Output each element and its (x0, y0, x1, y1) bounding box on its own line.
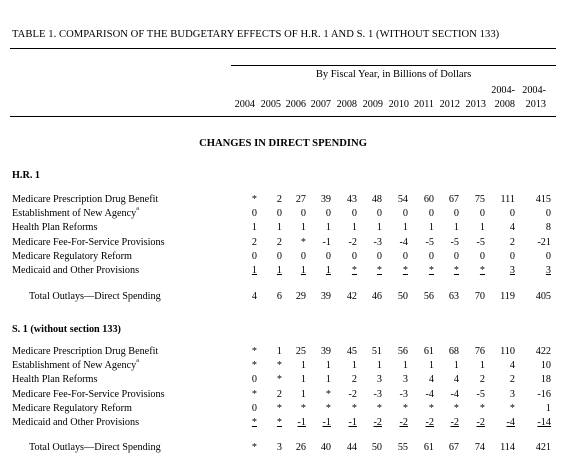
table-cell: -5 (425, 236, 434, 248)
table-cell: -2 (450, 417, 459, 428)
row-label (12, 208, 139, 219)
row-label-text: Health Plan Reforms (12, 374, 98, 386)
range-header-top: 2004- (522, 85, 546, 96)
table-cell: * (251, 388, 257, 400)
table-cell: * (453, 265, 459, 276)
row-label (12, 389, 165, 400)
total-cell: 42 (346, 291, 357, 302)
table-cell: -3 (373, 236, 382, 248)
table-cell: 0 (453, 208, 459, 220)
table-cell: 0 (325, 250, 331, 262)
table-cell: 0 (351, 208, 357, 220)
total-row-label (29, 442, 161, 453)
table-cell: 1 (428, 360, 434, 372)
table-cell: 4 (509, 360, 515, 372)
year-header-cell: 2011 (414, 99, 434, 110)
row-label-text: Medicare Fee-For-Service Provisions (12, 388, 165, 400)
table-cell: 27 (295, 194, 306, 205)
table-cell: * (251, 360, 257, 372)
row-label-text: Total Outlays—Direct Spending (29, 442, 161, 453)
table-cell: 39 (320, 194, 331, 205)
year-header-cell: 2009 (362, 99, 383, 110)
table-cell: 0 (428, 208, 434, 220)
table-cell: 75 (474, 194, 485, 205)
table-cell: * (300, 236, 306, 248)
table-cell: 39 (320, 346, 331, 357)
table-cell: -2 (348, 236, 357, 248)
table-cell: * (402, 402, 408, 414)
table-cell: 1 (376, 222, 382, 234)
table-cell: 0 (351, 250, 357, 262)
row-label (12, 251, 132, 262)
table-cell: -5 (476, 236, 485, 248)
table-cell: -2 (476, 417, 485, 428)
table-cell: 60 (423, 194, 434, 205)
range-header-top: 2004- (491, 85, 515, 96)
total-cell: 3 (276, 442, 282, 453)
table-cell: 51 (371, 346, 382, 357)
table-cell: 1 (251, 265, 257, 276)
group-heading: S. 1 (without section 133) (12, 324, 121, 335)
total-cell: 6 (276, 291, 282, 302)
table-cell: 1 (402, 360, 408, 372)
row-label-text: Medicare Regulatory Reform (12, 402, 132, 414)
table-cell: 1 (453, 360, 459, 372)
table-cell: -3 (373, 388, 382, 400)
table-cell: 0 (509, 208, 515, 220)
table-cell: 4 (453, 374, 459, 386)
table-cell: 1 (376, 360, 382, 372)
table-cell: 2 (276, 236, 282, 248)
table-cell: 0 (402, 208, 408, 220)
table-cell: 1 (325, 265, 331, 276)
total-cell: 55 (397, 442, 408, 453)
group-heading: H.R. 1 (12, 170, 41, 181)
table-cell: 0 (325, 208, 331, 220)
table-cell: 111 (500, 194, 515, 205)
table-cell: * (376, 265, 382, 276)
table-cell: -2 (399, 417, 408, 428)
total-cell: 421 (535, 442, 551, 453)
table-cell: -4 (399, 236, 408, 248)
table-cell: 2 (276, 388, 282, 400)
table-cell: 1 (300, 265, 306, 276)
table-cell: 8 (545, 222, 551, 234)
year-header-cell: 2013 (525, 99, 546, 110)
row-label (12, 194, 158, 205)
total-cell: 63 (448, 291, 459, 302)
table-cell: * (453, 402, 459, 414)
table-cell: 1 (325, 222, 331, 234)
table-cell: * (276, 360, 282, 372)
table-cell: 0 (453, 250, 459, 262)
table-cell: 0 (545, 250, 551, 262)
table-cell: -1 (348, 417, 357, 428)
table-cell: 4 (509, 222, 515, 234)
table-cell: * (428, 402, 434, 414)
header-bottom-rule (10, 116, 556, 117)
total-cell: 114 (500, 442, 515, 453)
year-header-cell: 2012 (439, 99, 460, 110)
row-label-text: Medicaid and Other Provisions (12, 265, 140, 276)
total-cell: 74 (474, 442, 485, 453)
table-cell: 45 (346, 346, 357, 357)
row-label-text: Establishment of New Agency (12, 208, 137, 220)
year-header-cell: 2004 (234, 99, 255, 110)
row-label (12, 374, 97, 385)
total-cell: 50 (371, 442, 382, 453)
table-cell: * (479, 402, 485, 414)
table-cell: -2 (373, 417, 382, 428)
table-cell: 56 (397, 346, 408, 357)
table-cell: 3 (509, 388, 515, 400)
table-cell: 1 (325, 360, 331, 372)
table-cell: 1 (300, 374, 306, 386)
table-cell: 1 (325, 374, 331, 386)
year-header-cell: 2008 (494, 99, 515, 110)
table-cell: 0 (300, 250, 306, 262)
table-cell: 54 (397, 194, 408, 205)
table-cell: -2 (348, 388, 357, 400)
table-cell: -5 (450, 236, 459, 248)
table-cell: * (376, 402, 382, 414)
table-cell: 1 (276, 346, 282, 357)
total-cell: 56 (423, 291, 434, 302)
table-cell: 2 (251, 236, 257, 248)
footnote-marker: a (136, 358, 139, 365)
table-cell: * (351, 265, 357, 276)
table-cell: 18 (540, 374, 551, 386)
year-header-cell: 2010 (388, 99, 409, 110)
table-cell: 1 (276, 265, 282, 276)
year-header-cell: 2008 (336, 99, 357, 110)
table-cell: * (251, 346, 257, 357)
row-label (12, 222, 97, 233)
total-cell: 4 (251, 291, 257, 302)
row-label-text: Total Outlays—Direct Spending (29, 291, 161, 302)
table-cell: 67 (448, 194, 459, 205)
table-cell: 1 (300, 222, 306, 234)
table-cell: 110 (500, 346, 515, 357)
table-cell: * (402, 265, 408, 276)
table-cell: 0 (402, 250, 408, 262)
year-header-cell: 2013 (465, 99, 486, 110)
table-cell: * (276, 417, 282, 428)
table-cell: -4 (425, 388, 434, 400)
table-cell: 0 (376, 208, 382, 220)
table-cell: 1 (300, 388, 306, 400)
top-rule (10, 48, 556, 49)
table-cell: -2 (425, 417, 434, 428)
table-cell: 2 (509, 374, 515, 386)
table-cell: 76 (474, 346, 485, 357)
total-cell: 70 (474, 291, 485, 302)
table-cell: 0 (251, 250, 257, 262)
total-cell: 67 (448, 442, 459, 453)
table-cell: 10 (540, 360, 551, 372)
table-cell: 0 (479, 208, 485, 220)
table-cell: 0 (251, 374, 257, 386)
table-cell: * (325, 402, 331, 414)
table-cell: 1 (545, 402, 551, 414)
table-cell: -21 (537, 236, 551, 248)
table-cell: 25 (295, 346, 306, 357)
table-cell: 68 (448, 346, 459, 357)
table-cell: * (276, 402, 282, 414)
table-title: TABLE 1. COMPARISON OF THE BUDGETARY EFFECTS OF H.R. 1 AND S. 1 (WITHOUT SECTION 133) (12, 29, 500, 40)
table-cell: 1 (300, 360, 306, 372)
total-cell: 44 (346, 442, 357, 453)
table-cell: * (251, 417, 257, 428)
row-label (12, 265, 139, 276)
table-cell: -1 (322, 236, 331, 248)
row-label-text: Medicare Prescription Drug Benefit (12, 346, 159, 357)
row-label (12, 237, 165, 248)
section-title: CHANGES IN DIRECT SPENDING (199, 138, 367, 149)
table-cell: -14 (537, 417, 551, 428)
table-cell: 0 (276, 208, 282, 220)
table-cell: -1 (297, 417, 306, 428)
table-cell: 2 (351, 374, 357, 386)
table-cell: 422 (535, 346, 551, 357)
table-cell: -4 (506, 417, 515, 428)
year-header-cell: 2006 (285, 99, 306, 110)
total-cell: 39 (320, 291, 331, 302)
table-cell: -5 (476, 388, 485, 400)
table-cell: * (428, 265, 434, 276)
table-cell: 2 (276, 194, 282, 205)
row-label (12, 360, 139, 371)
header-rule (231, 65, 556, 66)
row-label-text: Medicare Regulatory Reform (12, 250, 132, 262)
table-cell: 0 (300, 208, 306, 220)
table-cell: 2 (479, 374, 485, 386)
total-cell: * (251, 442, 257, 453)
unit-label: By Fiscal Year, in Billions of Dollars (315, 69, 472, 80)
table-cell: 0 (376, 250, 382, 262)
table-cell: 43 (346, 194, 357, 205)
table-cell: 1 (402, 222, 408, 234)
year-header-cell: 2007 (310, 99, 331, 110)
total-cell: 405 (535, 291, 551, 302)
total-cell: 26 (295, 442, 306, 453)
table-cell: 0 (251, 402, 257, 414)
table-cell: * (251, 194, 257, 205)
total-row-label (29, 291, 161, 302)
footnote-marker: a (136, 206, 139, 213)
table-cell: 2 (509, 236, 515, 248)
table-cell: * (276, 374, 282, 386)
table-cell: 1 (351, 222, 357, 234)
table-cell: 0 (509, 250, 515, 262)
table-cell: -16 (537, 388, 551, 400)
table-cell: * (479, 265, 485, 276)
row-label-text: Medicare Prescription Drug Benefit (12, 194, 159, 205)
table-cell: 1 (479, 222, 485, 234)
table-cell: 1 (276, 222, 282, 234)
table-cell: 0 (276, 250, 282, 262)
row-label (12, 417, 139, 428)
table-cell: 3 (376, 374, 382, 386)
table-cell: 1 (479, 360, 485, 372)
table-cell: * (300, 402, 306, 414)
row-label-text: Health Plan Reforms (12, 222, 98, 234)
table-cell: 0 (251, 208, 257, 220)
table-cell: * (325, 388, 331, 400)
total-cell: 29 (295, 291, 306, 302)
table-cell: 3 (402, 374, 408, 386)
table-cell: 3 (545, 265, 551, 276)
table-cell: 4 (428, 374, 434, 386)
table-cell: 1 (351, 360, 357, 372)
total-cell: 46 (371, 291, 382, 302)
row-label-text: Medicaid and Other Provisions (12, 417, 140, 428)
table-cell: 0 (545, 208, 551, 220)
year-header-cell: 2005 (260, 99, 281, 110)
table-cell: 415 (535, 194, 551, 205)
total-cell: 50 (397, 291, 408, 302)
table-cell: 1 (428, 222, 434, 234)
row-label (12, 346, 158, 357)
total-cell: 61 (423, 442, 434, 453)
total-cell: 119 (500, 291, 515, 302)
row-label-text: Establishment of New Agency (12, 360, 137, 372)
row-label-text: Medicare Fee-For-Service Provisions (12, 236, 165, 248)
table-cell: -1 (322, 417, 331, 428)
table-cell: 1 (453, 222, 459, 234)
table-cell: -3 (399, 388, 408, 400)
table-cell: * (509, 402, 515, 414)
table-cell: -4 (450, 388, 459, 400)
total-cell: 40 (320, 442, 331, 453)
table-cell: 61 (423, 346, 434, 357)
table-cell: 0 (479, 250, 485, 262)
table-cell: 0 (428, 250, 434, 262)
table-cell: 1 (251, 222, 257, 234)
row-label (12, 403, 132, 414)
table-cell: 48 (371, 194, 382, 205)
table-cell: * (351, 402, 357, 414)
table-cell: 3 (509, 265, 515, 276)
